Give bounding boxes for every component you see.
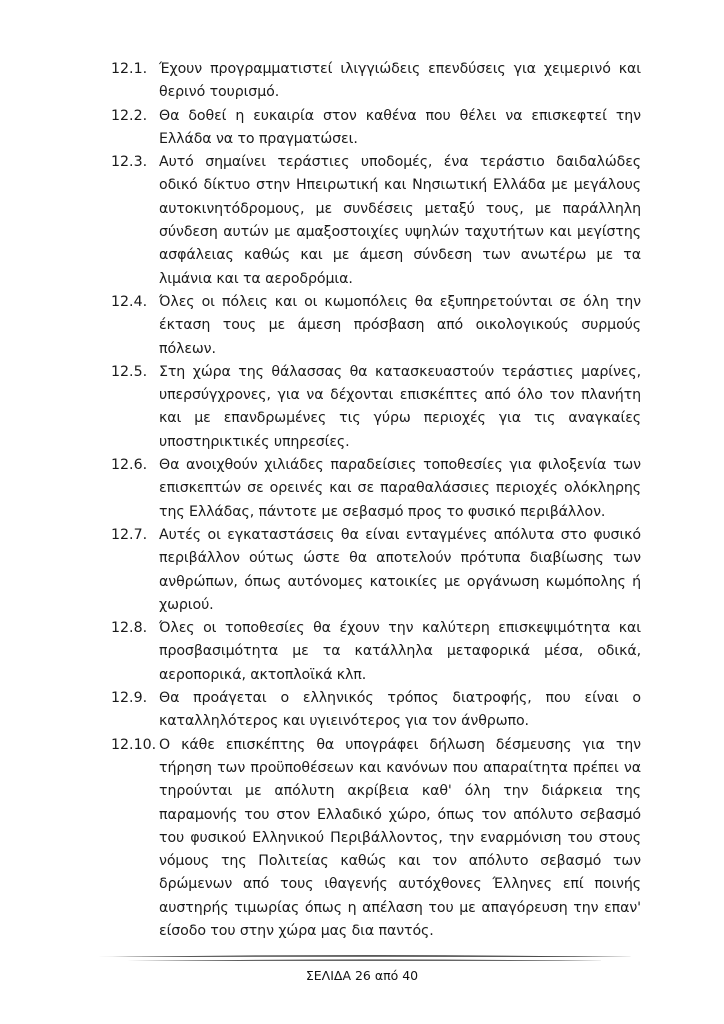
item-number: 12.8. — [111, 620, 148, 637]
item-number: 12.1. — [111, 61, 148, 77]
page-number-footer: ΣΕΛΙΔΑ 26 από 40 — [305, 968, 419, 983]
item-text: Ο κάθε επισκέπτης θα υπογράφει δήλωση δέσμευσης για την τήρηση των προϋποθέσεων και κανόνων που απαραίτητα πρέπει να τηρούνται με απόλυτη ακρίβεια καθ' όλη την διάρκεια της παραμονής του στον Ελλαδικό χώρο, όπως τον απόλυτο σεβασμό του φυσικού Ελληνικού Περιβάλλοντος, την εναρμόνιση του στους νόμους της Πολιτείας καθώς και τον απόλυτο σεβασμό των δρώμενων από τους ιθαγενής αυτόχθονες Έλληνες επί ποινής αυστηρής τιμωρίας όπως η απέλαση του με απαγόρευση την επαν' είσοδο του στην χώρα μας δια παντός. — [159, 736, 641, 939]
list-item — [111, 524, 641, 617]
item-number: 12.9. — [111, 690, 148, 707]
list-item — [111, 58, 641, 105]
list-item — [111, 105, 641, 152]
list-item — [111, 151, 641, 291]
list-item — [111, 617, 641, 687]
footer-divider — [96, 952, 636, 966]
item-number: 12.5. — [111, 363, 148, 380]
item-number: 12.2. — [111, 107, 148, 124]
item-text: Θα δοθεί η ευκαιρία στον καθένα που θέλει να επισκεφτεί την Ελλάδα να το πραγματώσει. — [159, 107, 641, 147]
item-number: 12.4. — [111, 293, 148, 310]
numbered-list — [111, 58, 641, 943]
item-number: 12.10. — [111, 736, 157, 753]
item-text: Έχουν προγραμματιστεί ιλιγγιώδεις επενδύσεις για χειμερινό και θερινό τουρισμό. — [159, 61, 641, 101]
list-item — [111, 454, 641, 524]
list-item — [111, 687, 641, 734]
list-item — [111, 734, 641, 944]
item-number: 12.6. — [111, 457, 148, 474]
item-number: 12.7. — [111, 526, 148, 543]
list-item — [111, 291, 641, 361]
item-number: 12.3. — [111, 154, 148, 171]
item-text: Θα προάγεται ο ελληνικός τρόπος διατροφής, που είναι ο καταλληλότερος και υγιεινότερος για τον άνθρωπο. — [159, 690, 641, 730]
item-text: Θα ανοιχθούν χιλιάδες παραδείσιες τοποθεσίες για φιλοξενία των επισκεπτών σε ορεινές και σε παραθαλάσσιες περιοχές ολόκληρης της Ελλάδας, πάντοτε με σεβασμό προς το φυσικό περιβάλλον. — [159, 457, 641, 520]
item-text: Όλες οι τοποθεσίες θα έχουν την καλύτερη επισκεψιμότητα και προσβασιμότητα με τα κατάλληλα μεταφορικά μέσα, οδικά, αεροπορικά, ακτοπλοϊκά κλπ. — [159, 620, 641, 683]
item-text: Όλες οι πόλεις και οι κωμοπόλεις θα εξυπηρετούνται σε όλη την έκταση τους με άμεση πρόσβαση από οικολογικούς συρμούς πόλεων. — [159, 293, 641, 357]
list-item — [111, 361, 641, 454]
item-text: Στη χώρα της θάλασσας θα κατασκευαστούν τεράστιες μαρίνες, υπερσύγχρονες, για να δέχονται επισκέπτες από όλο τον πλανήτη και με επανδρωμένες τις γύρω περιοχές για τις αναγκαίες υποστηρικτικές υπηρεσίες. — [159, 363, 641, 450]
item-text: Αυτό σημαίνει τεράστιες υποδομές, ένα τεράστιο δαιδαλώδες οδικό δίκτυο στην Ηπειρωτική και Νησιωτική Ελλάδα με μεγάλους αυτοκινητόδρομους, με συνδέσεις μεταξύ τους, με παράλληλη σύνδεση αυτών με αμαξοστοιχίες υψηλών ταχυτήτων και μεγίστης ασφάλειας καθώς και με άμεση σύνδεση των ανωτέρω με τα λιμάνια και τα αεροδρόμια. — [159, 154, 641, 287]
item-text: Αυτές οι εγκαταστάσεις θα είναι ενταγμένες απόλυτα στο φυσικό περιβάλλον ούτως ώστε θα αποτελούν πρότυπα διαβίωσης των ανθρώπων, όπως αυτόνομες κατοικίες με οργάνωση κωμόπολης ή χωριού. — [159, 526, 641, 613]
